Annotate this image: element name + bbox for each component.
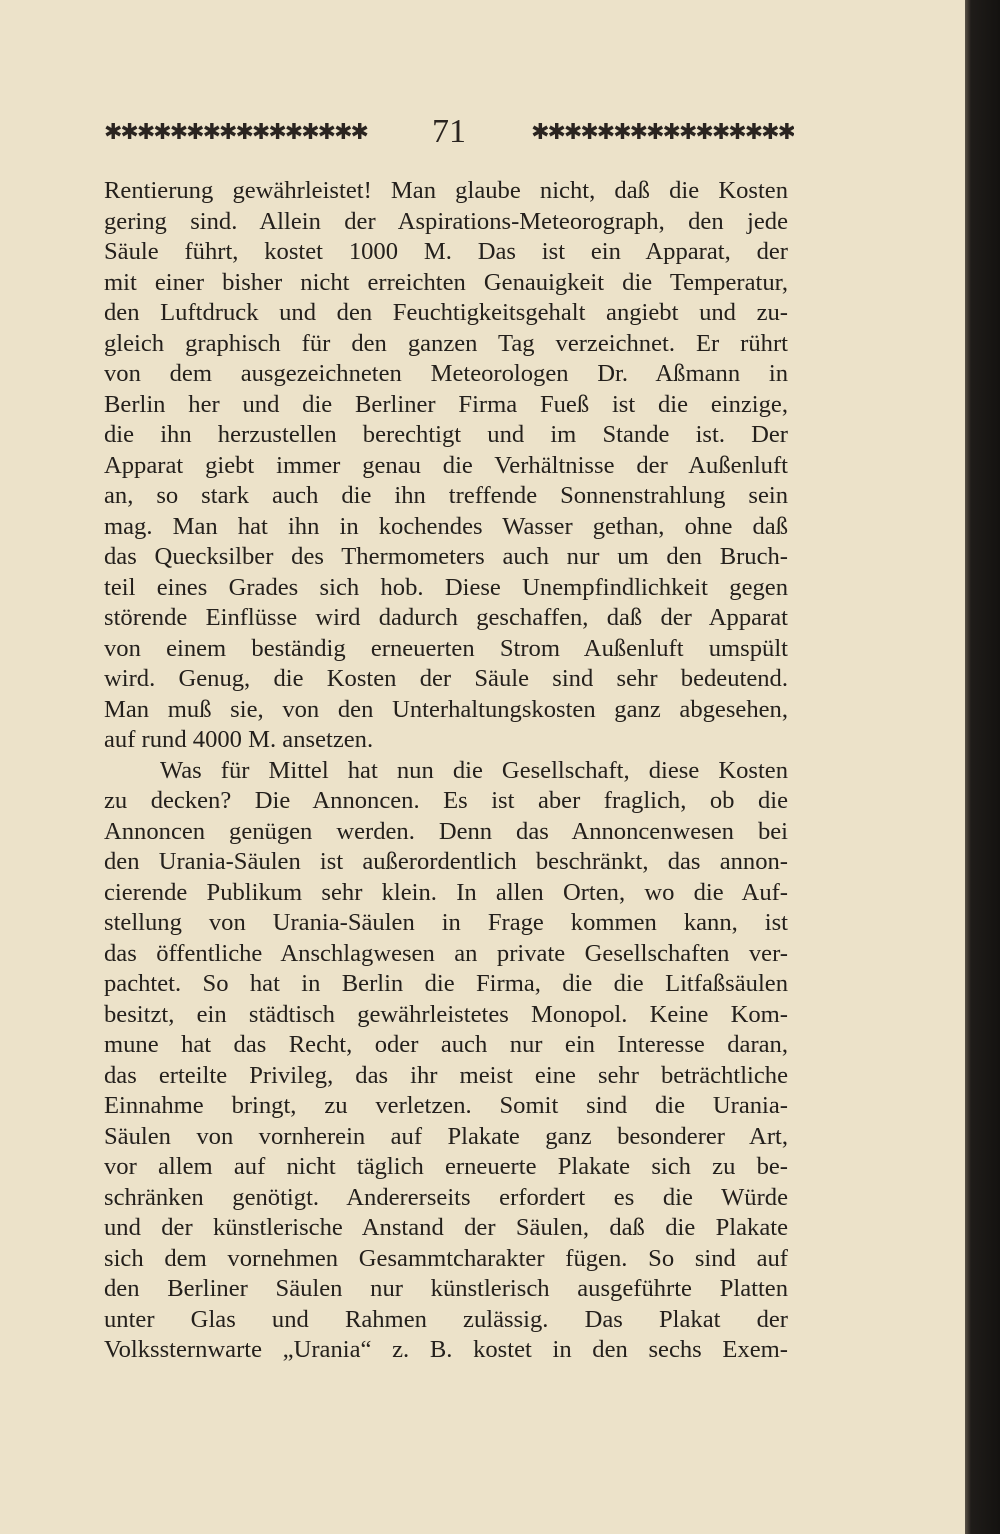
text-line: Rentierung gewährleistet! Man glaube nicht, daß die Kosten — [104, 177, 788, 204]
text-line: Annoncen genügen werden. Denn das Annoncenwesen bei — [104, 817, 788, 845]
text-line: zu decken? Die Annoncen. Es ist aber fraglich, ob die — [104, 787, 788, 814]
text-line: den Urania-Säulen ist außerordentlich beschränkt, das annon- — [104, 848, 788, 875]
header-ornament-left: ✱✱✱✱✱✱✱✱✱✱✱✱✱✱✱✱ — [104, 119, 367, 145]
text-line: Säulen von vornherein auf Plakate ganz besonderer Art, — [104, 1122, 788, 1150]
text-line: und der künstlerische Anstand der Säulen, daß die Plakate — [104, 1214, 788, 1241]
text-line: pachtet. So hat in Berlin die Firma, die die Litfaßsäulen — [104, 970, 788, 997]
page-header — [104, 112, 794, 152]
text-line: teil eines Grades sich hob. Diese Unempfindlichkeit gegen — [104, 573, 788, 601]
text-line: das erteilte Privileg, das ihr meist eine sehr beträchtliche — [104, 1061, 788, 1089]
text-line: gering sind. Allein der Aspirations-Meteorograph, den jede — [104, 207, 788, 235]
text-line: an, so stark auch die ihn treffende Sonnenstrahlung sein — [104, 482, 788, 509]
text-line: mag. Man hat ihn in kochendes Wasser gethan, ohne daß — [104, 512, 788, 540]
text-line: die ihn herzustellen berechtigt und im Stande ist. Der — [104, 421, 788, 448]
text-line: Einnahme bringt, zu verletzen. Somit sind die Urania- — [104, 1092, 788, 1119]
text-line: gleich graphisch für den ganzen Tag verzeichnet. Er rührt — [104, 329, 788, 357]
text-line: Volkssternwarte „Urania“ z. B. kostet in den sechs Exem- — [104, 1336, 788, 1363]
text-line: das öffentliche Anschlagwesen an private Gesellschaften ver- — [104, 939, 788, 967]
text-line: von dem ausgezeichneten Meteorologen Dr. Aßmann in — [104, 360, 788, 387]
text-line: sich dem vornehmen Gesammtcharakter fügen. So sind auf — [104, 1244, 788, 1272]
text-line: den Luftdruck und den Feuchtigkeitsgehalt angiebt und zu- — [104, 299, 788, 326]
page-number: 71 — [432, 113, 466, 150]
text-line: den Berliner Säulen nur künstlerisch ausgeführte Platten — [104, 1275, 788, 1302]
text-line: störende Einflüsse wird dadurch geschaffen, daß der Apparat — [104, 604, 788, 631]
text-line-paragraph-end: auf rund 4000 M. ansetzen. — [104, 726, 374, 753]
body-text — [104, 176, 788, 1366]
text-line: cierende Publikum sehr klein. In allen Orten, wo die Auf- — [104, 878, 788, 906]
text-line: Berlin her und die Berliner Firma Fueß ist die einzige, — [104, 390, 788, 418]
text-line-paragraph-start: Was für Mittel hat nun die Gesellschaft, diese Kosten — [160, 756, 788, 784]
header-ornament-right: ✱✱✱✱✱✱✱✱✱✱✱✱✱✱✱✱ — [531, 119, 794, 145]
text-line: mit einer bisher nicht erreichten Genauigkeit die Temperatur, — [104, 268, 788, 296]
text-line: wird. Genug, die Kosten der Säule sind sehr bedeutend. — [104, 665, 788, 692]
text-line: unter Glas und Rahmen zulässig. Das Plakat der — [104, 1305, 788, 1333]
text-line: mune hat das Recht, oder auch nur ein Interesse daran, — [104, 1031, 788, 1058]
text-line: besitzt, ein städtisch gewährleistetes Monopol. Keine Kom- — [104, 1000, 788, 1028]
text-line: schränken genötigt. Andererseits erfordert es die Würde — [104, 1183, 788, 1211]
text-line: vor allem auf nicht täglich erneuerte Plakate sich zu be- — [104, 1153, 788, 1180]
text-line: von einem beständig erneuerten Strom Außenluft umspült — [104, 634, 788, 662]
text-line: Säule führt, kostet 1000 M. Das ist ein Apparat, der — [104, 238, 788, 265]
text-line: das Quecksilber des Thermometers auch nur um den Bruch- — [104, 543, 788, 570]
book-binding-edge — [965, 0, 1000, 1534]
text-line: Man muß sie, von den Unterhaltungskosten ganz abgesehen, — [104, 695, 788, 723]
text-line: stellung von Urania-Säulen in Frage kommen kann, ist — [104, 909, 788, 936]
text-line: Apparat giebt immer genau die Verhältnisse der Außenluft — [104, 451, 788, 479]
